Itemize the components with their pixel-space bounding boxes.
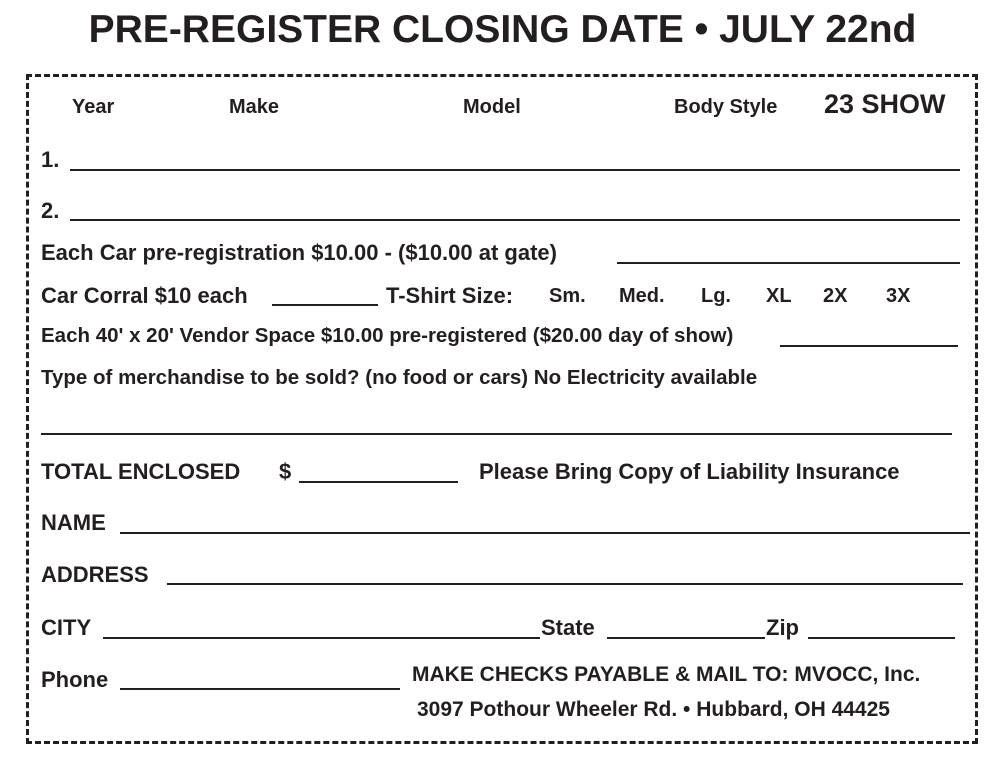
- header-make: Make: [229, 96, 280, 118]
- vendor-space-line[interactable]: [780, 345, 958, 347]
- name-line[interactable]: [120, 532, 970, 534]
- tshirt-size-med[interactable]: Med.: [619, 285, 665, 307]
- currency-symbol: $: [279, 459, 292, 484]
- city-line[interactable]: [103, 637, 540, 639]
- address-label: ADDRESS: [41, 562, 149, 587]
- car-corral-label: Car Corral $10 each: [41, 283, 248, 308]
- tshirt-size-3x[interactable]: 3X: [886, 285, 911, 307]
- zip-line[interactable]: [808, 637, 955, 639]
- address-line[interactable]: [167, 583, 963, 585]
- show-label: 23 SHOW: [824, 89, 946, 119]
- header-year: Year: [72, 96, 115, 118]
- zip-label: Zip: [766, 615, 799, 640]
- car-prereg-line[interactable]: [617, 262, 960, 264]
- name-label: NAME: [41, 510, 106, 535]
- mail-to-line-2: 3097 Pothour Wheeler Rd. • Hubbard, OH 44425: [417, 698, 890, 721]
- total-enclosed-label: TOTAL ENCLOSED: [41, 459, 241, 484]
- page-title: PRE-REGISTER CLOSING DATE • JULY 22nd: [88, 8, 917, 51]
- tshirt-size-sm[interactable]: Sm.: [549, 285, 586, 307]
- entry-1-label: 1.: [41, 147, 60, 172]
- phone-label: Phone: [41, 667, 109, 692]
- merchandise-line[interactable]: [41, 433, 952, 435]
- car-prereg-label: Each Car pre-registration $10.00 - ($10.00 at gate): [41, 240, 557, 265]
- tshirt-size-lg[interactable]: Lg.: [701, 285, 731, 307]
- state-line[interactable]: [607, 637, 765, 639]
- header-model: Model: [463, 96, 521, 118]
- city-label: CITY: [41, 615, 92, 640]
- insurance-note: Please Bring Copy of Liability Insurance: [479, 459, 900, 484]
- registration-form-box: [26, 74, 978, 744]
- mail-to-line-1: MAKE CHECKS PAYABLE & MAIL TO: MVOCC, Inc.: [412, 663, 921, 686]
- entry-2-label: 2.: [41, 198, 60, 223]
- entry-1-line[interactable]: [70, 169, 960, 171]
- phone-line[interactable]: [120, 688, 400, 690]
- car-corral-line[interactable]: [272, 304, 378, 306]
- header-body-style: Body Style: [674, 96, 778, 118]
- tshirt-size-2x[interactable]: 2X: [823, 285, 848, 307]
- tshirt-size-xl[interactable]: XL: [766, 285, 792, 307]
- merchandise-label: Type of merchandise to be sold? (no food or cars) No Electricity available: [41, 366, 758, 389]
- tshirt-label: T-Shirt Size:: [386, 283, 514, 308]
- total-enclosed-line[interactable]: [299, 481, 458, 483]
- vendor-space-label: Each 40' x 20' Vendor Space $10.00 pre-registered ($20.00 day of show): [41, 324, 734, 347]
- entry-2-line[interactable]: [70, 219, 960, 221]
- state-label: State: [541, 615, 595, 640]
